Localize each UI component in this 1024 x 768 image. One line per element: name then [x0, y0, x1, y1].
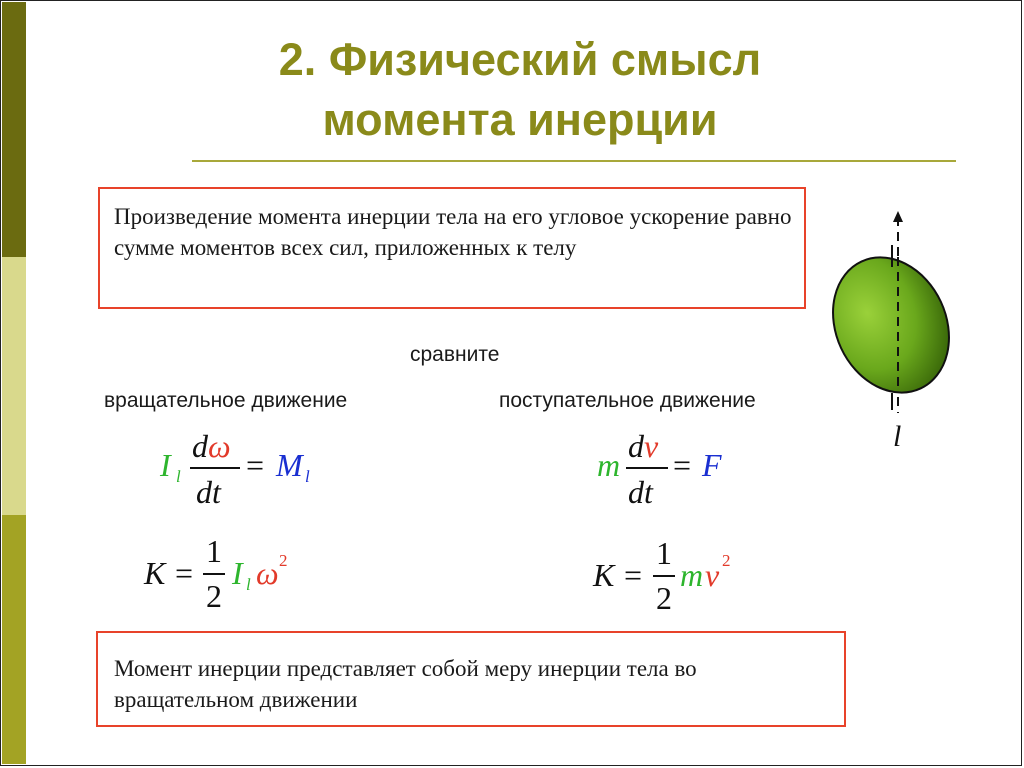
tr-eq-fraction-bar — [626, 467, 668, 469]
left-bar-mid — [2, 515, 26, 764]
tr-energy-m: m — [680, 557, 704, 593]
tr-eq-F: F — [702, 447, 722, 483]
rot-energy-I: I — [232, 555, 243, 591]
rot-eq-fraction-bar — [190, 467, 240, 469]
title-line-2: момента инерции — [322, 94, 718, 145]
tr-energy-two: 2 — [656, 580, 672, 616]
tr-eq-numerator: dv — [628, 428, 659, 464]
conclusion-text: Момент инерции представляет собой меру инерции тела во вращательном движении — [114, 656, 697, 712]
tr-energy-v: v — [705, 557, 720, 593]
tr-energy-equals: = — [624, 557, 643, 593]
rot-energy-one: 1 — [206, 533, 222, 569]
left-bar-light — [2, 257, 26, 515]
tr-energy-power: 2 — [722, 551, 731, 570]
slide-title — [90, 30, 950, 150]
left-decor-bar — [2, 2, 26, 764]
rot-eq-M-sub: l — [305, 467, 310, 486]
tr-eq-m: m — [597, 447, 621, 483]
tr-eq-equals: = — [673, 447, 692, 483]
rot-eq-I-sub: l — [176, 467, 181, 486]
definition-box — [98, 187, 806, 309]
title-line-1: 2. Физический смысл — [278, 34, 762, 85]
axis-arrow-icon — [893, 211, 903, 222]
axis-label: l — [893, 420, 902, 453]
rot-energy-two: 2 — [206, 578, 222, 614]
translational-label: поступательное движение — [499, 389, 756, 412]
conclusion-box — [96, 631, 846, 727]
rot-energy-K: K — [144, 555, 166, 591]
left-bar-dark — [2, 2, 26, 257]
rot-energy-I-sub: l — [246, 575, 251, 594]
compare-label: сравните — [410, 343, 500, 366]
rot-energy-power: 2 — [279, 551, 288, 570]
rot-eq-M: M — [276, 447, 303, 483]
rotational-label: вращательное движение — [104, 389, 348, 412]
rot-eq-equals: = — [246, 447, 265, 483]
tr-energy-fraction-bar — [653, 575, 675, 577]
rot-eq-denominator: dt — [196, 474, 221, 510]
definition-text: Произведение момента инерции тела на его угловое ускорение равно сумме моментов всех сил, приложенных к телу — [114, 204, 792, 260]
rot-energy-omega: ω — [256, 555, 279, 591]
tr-energy-one: 1 — [656, 535, 672, 571]
tr-eq-denominator: dt — [628, 474, 653, 510]
tr-energy-K: K — [593, 557, 615, 593]
rot-eq-numerator: dω — [192, 428, 231, 464]
title-divider — [192, 160, 956, 162]
rot-energy-fraction-bar — [203, 573, 225, 575]
rotating-body-illustration — [826, 205, 956, 465]
rot-eq-I: I — [160, 447, 171, 483]
rot-energy-equals: = — [175, 555, 194, 591]
